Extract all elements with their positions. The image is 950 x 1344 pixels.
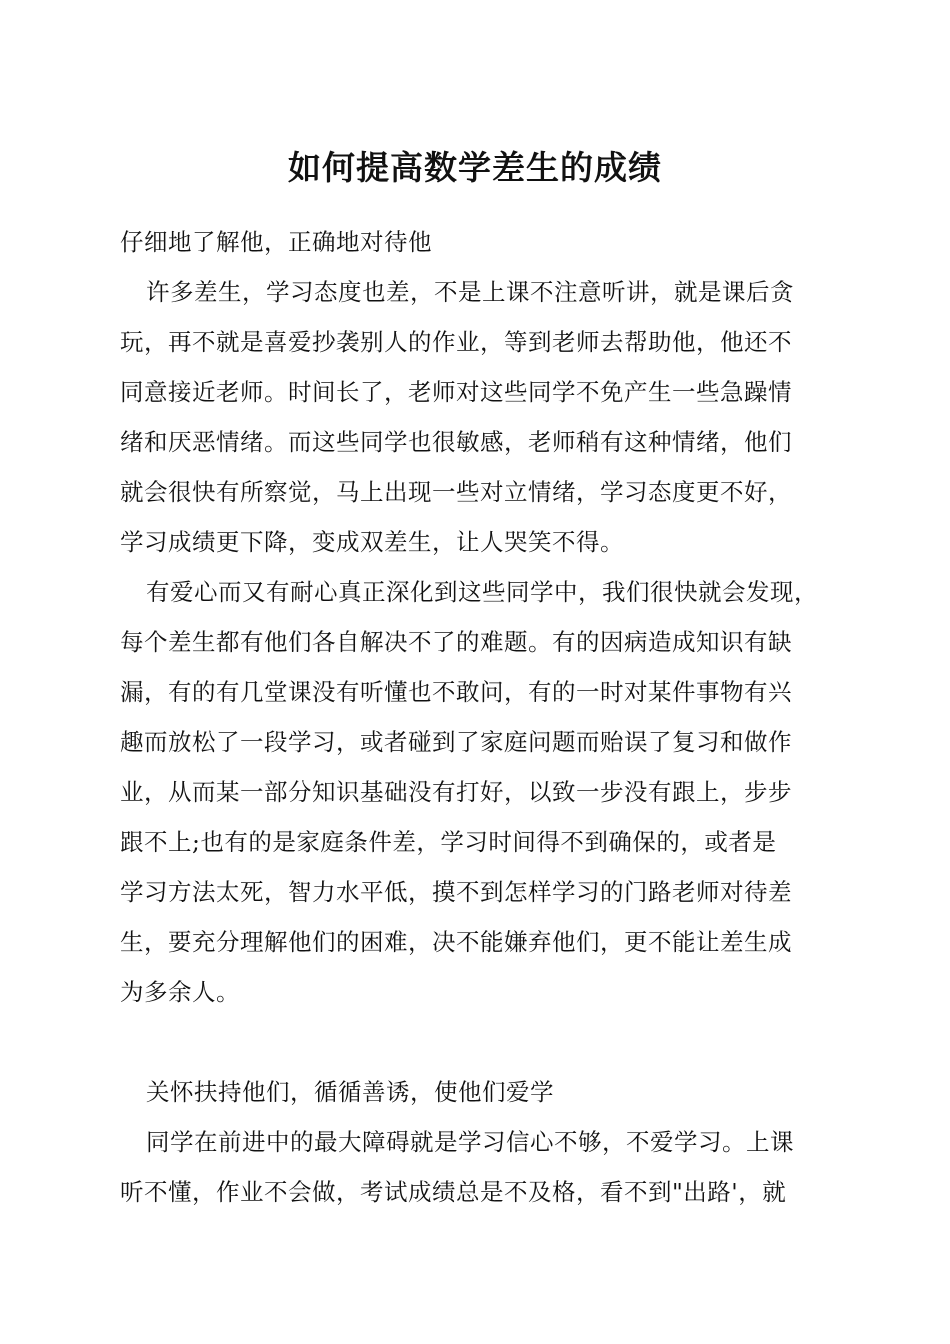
paragraph-line: 绪和厌恶情绪。而这些同学也很敏感，老师稍有这种情绪，他们 <box>120 428 792 456</box>
paragraph-line: 每个差生都有他们各自解决不了的难题。有的因病造成知识有缺 <box>120 628 792 656</box>
paragraph-line: 生，要充分理解他们的困难，决不能嫌弃他们，更不能让差生成 <box>120 928 792 956</box>
paragraph-line: 同学在前进中的最大障碍就是学习信心不够，不爱学习。上课 <box>146 1128 794 1156</box>
paragraph-line: 学习成绩更下降，变成双差生，让人哭笑不得。 <box>120 528 624 556</box>
paragraph-line: 听不懂，作业不会做，考试成绩总是不及格，看不到"出路'，就 <box>120 1178 787 1206</box>
section-heading-2: 关怀扶持他们，循循善诱，使他们爱学 <box>146 1078 554 1106</box>
paragraph-line: 许多差生，学习态度也差，不是上课不注意听讲，就是课后贪 <box>146 278 794 306</box>
paragraph-line: 漏，有的有几堂课没有听懂也不敢问，有的一时对某件事物有兴 <box>120 678 792 706</box>
paragraph-line: 同意接近老师。时间长了，老师对这些同学不免产生一些急躁情 <box>120 378 792 406</box>
paragraph-line: 趣而放松了一段学习，或者碰到了家庭问题而贻误了复习和做作 <box>120 728 792 756</box>
paragraph-line: 玩，再不就是喜爱抄袭别人的作业，等到老师去帮助他，他还不 <box>120 328 792 356</box>
paragraph-line: 业，从而某一部分知识基础没有打好，以致一步没有跟上，步步 <box>120 778 792 806</box>
section-heading-1: 仔细地了解他，正确地对待他 <box>120 228 432 256</box>
paragraph-line: 跟不上;也有的是家庭条件差，学习时间得不到确保的，或者是 <box>120 828 777 856</box>
paragraph-line: 有爱心而又有耐心真正深化到这些同学中，我们很快就会发现， <box>146 578 818 606</box>
paragraph-line: 就会很快有所察觉，马上出现一些对立情绪，学习态度更不好， <box>120 478 792 506</box>
document-title: 如何提高数学差生的成绩 <box>288 148 662 187</box>
paragraph-line: 为多余人。 <box>120 978 240 1006</box>
paragraph-line: 学习方法太死，智力水平低，摸不到怎样学习的门路老师对待差 <box>120 878 792 906</box>
